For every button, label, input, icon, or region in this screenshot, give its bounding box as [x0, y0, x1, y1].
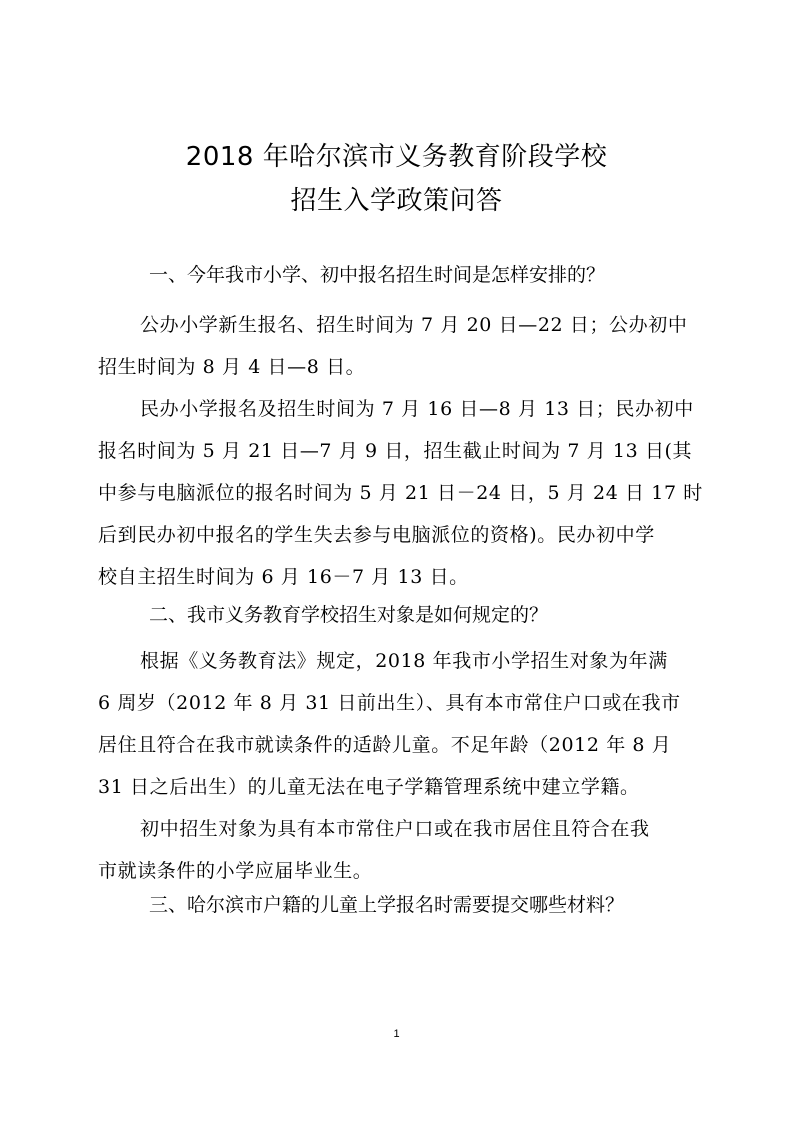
- paragraph-line: 报名时间为 5 月 21 日—7 月 9 日，招生截止时间为 7 月 13 日(其: [98, 440, 693, 462]
- section-1-heading: 一、今年我市小学、初中报名招生时间是怎样安排的？: [149, 264, 606, 286]
- paragraph-line: 后到民办初中报名的学生失去参与电脑派位的资格)。民办初中学: [98, 524, 655, 546]
- document-title-line-2: 招生入学政策问答: [290, 186, 503, 216]
- section-3-heading: 三、哈尔滨市户籍的儿童上学报名时需要提交哪些材料？: [149, 894, 625, 916]
- paragraph-line: 招生时间为 8 月 4 日—8 日。: [98, 356, 366, 378]
- section-2-heading: 二、我市义务教育学校招生对象是如何规定的？: [149, 604, 549, 626]
- paragraph-line: 根据《义务教育法》规定，2018 年我市小学招生对象为年满: [140, 650, 668, 672]
- paragraph-line: 居住且符合在我市就读条件的适龄儿童。不足年龄（2012 年 8 月: [98, 734, 672, 756]
- paragraph-line: 校自主招生时间为 6 月 16－7 月 13 日。: [98, 566, 469, 588]
- paragraph-line: 市就读条件的小学应届毕业生。: [98, 860, 373, 882]
- paragraph-line: 民办小学报名及招生时间为 7 月 16 日—8 月 13 日；民办初中: [140, 398, 694, 420]
- paragraph-line: 初中招生对象为具有本市常住户口或在我市居住且符合在我: [140, 818, 650, 840]
- paragraph-line: 6 周岁（2012 年 8 月 31 日前出生）、具有本市常住户口或在我市: [98, 692, 681, 714]
- paragraph-line: 31 日之后出生）的儿童无法在电子学籍管理系统中建立学籍。: [98, 776, 640, 798]
- page-number: 1: [393, 1028, 400, 1040]
- paragraph-line: 公办小学新生报名、招生时间为 7 月 20 日—22 日；公办初中: [140, 314, 688, 336]
- document-title-line-1: 2018 年哈尔滨市义务教育阶段学校: [185, 142, 608, 172]
- paragraph-line: 中参与电脑派位的报名时间为 5 月 21 日－24 日，5 月 24 日 17 时: [98, 482, 703, 504]
